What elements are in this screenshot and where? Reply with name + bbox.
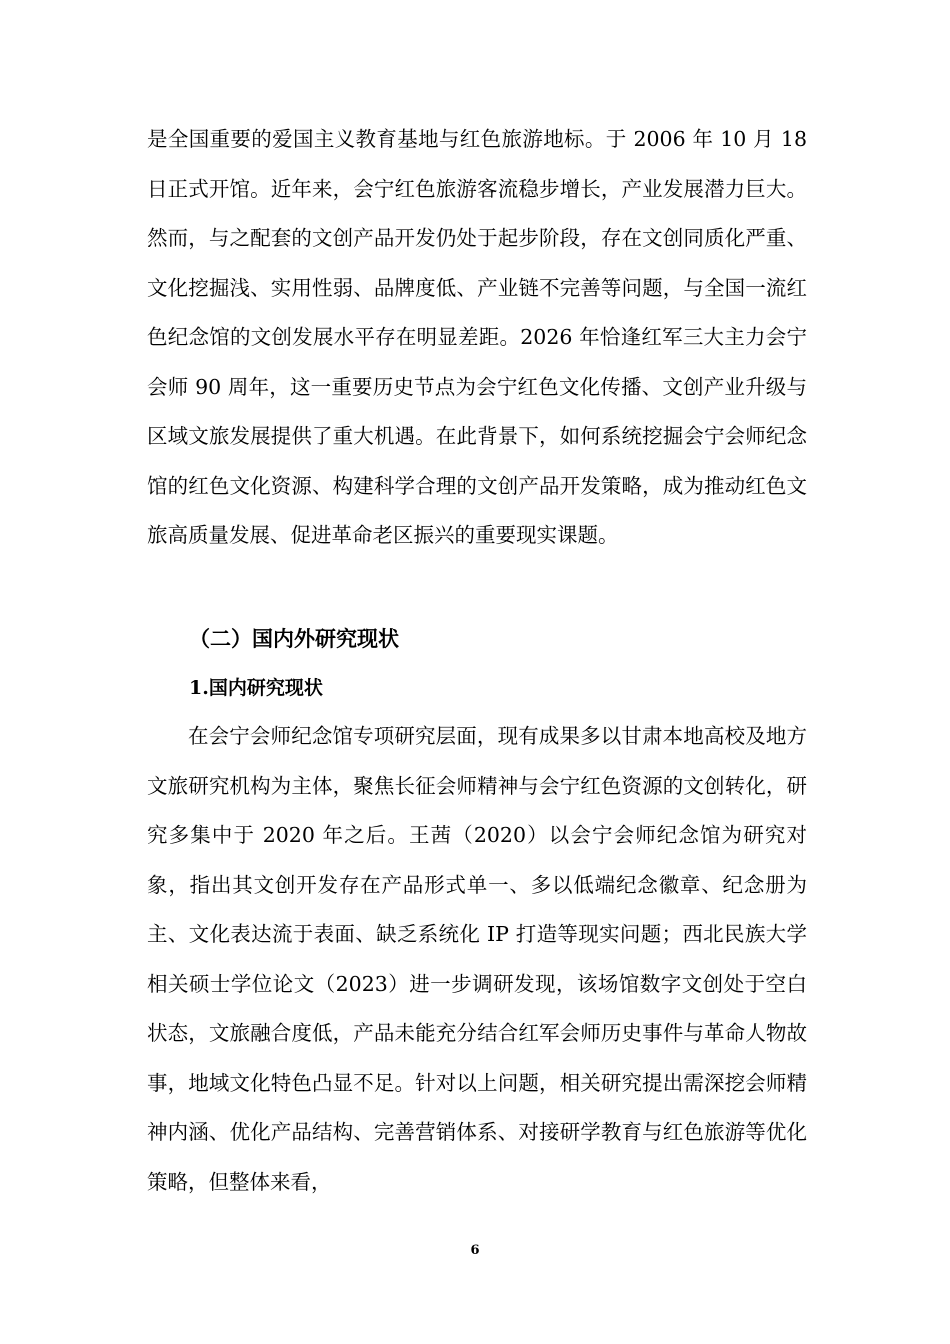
body-paragraph-2: 在会宁会师纪念馆专项研究层面，现有成果多以甘肃本地高校及地方文旅研究机构为主体，聚焦长征会师精神与会宁红色资源的文创转化，研究多集中于 2020 年之后。王茜（2020）以会宁会师纪念馆为研究对象，指出其文创开发存在产品形式单一、多以低端纪念徽章、纪念册为主、文化表达流于表面、缺乏系统化 IP 打造等现实问题；西北民族大学相关硕士学位论文（2023）进一步调研发现，该场馆数字文创处于空白状态，文旅融合度低，产品未能充分结合红军会师历史事件与革命人物故事，地域文化特色凸显不足。针对以上问题，相关研究提出需深挖会师精神内涵、优化产品结构、完善营销体系、对接研学教育与红色旅游等优化策略，但整体来看， <box>147 724 807 1194</box>
page-number: 6 <box>470 1243 480 1258</box>
subsection-heading: 1.国内研究现状 <box>189 677 323 699</box>
body-paragraph-1: 是全国重要的爱国主义教育基地与红色旅游地标。于 2006 年 10 月 18 日正式开馆。近年来，会宁红色旅游客流稳步增长，产业发展潜力巨大。然而，与之配套的文创产品开发仍处于起步阶段，存在文创同质化严重、文化挖掘浅、实用性弱、品牌度低、产业链不完善等问题，与全国一流红色纪念馆的文创发展水平存在明显差距。2026 年恰逢红军三大主力会宁会师 90 周年，这一重要历史节点为会宁红色文化传播、文创产业升级与区域文旅发展提供了重大机遇。在此背景下，如何系统挖掘会宁会师纪念馆的红色文化资源、构建科学合理的文创产品开发策略，成为推动红色文旅高质量发展、促进革命老区振兴的重要现实课题。 <box>147 127 807 547</box>
section-heading: （二）国内外研究现状 <box>189 626 399 651</box>
